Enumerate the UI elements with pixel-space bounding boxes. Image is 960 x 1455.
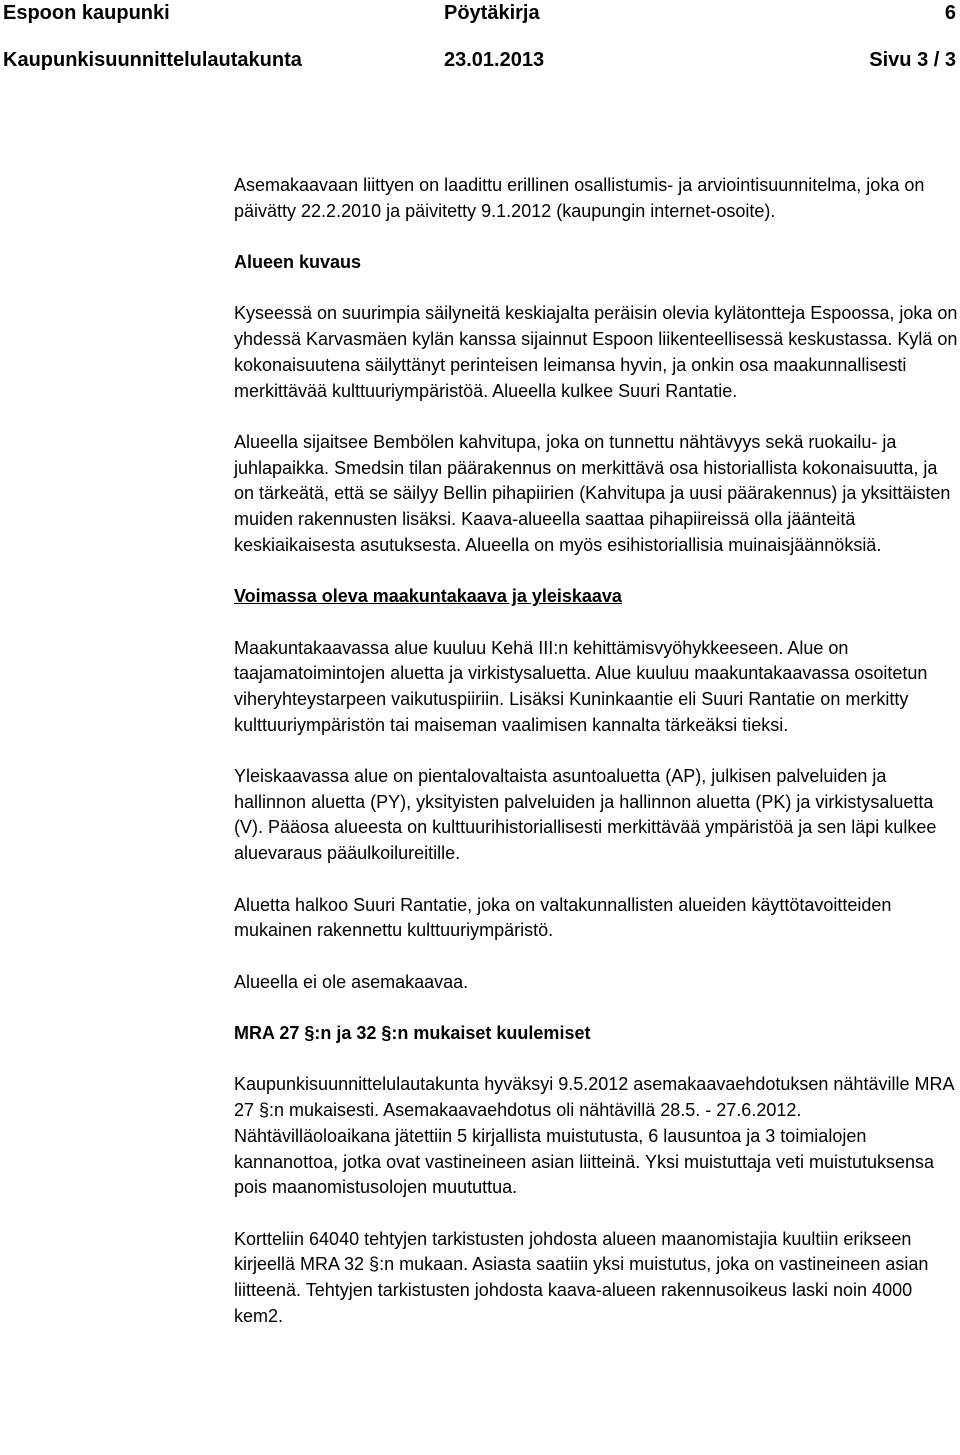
paragraph-plan-proposal: Kaupunkisuunnittelulautakunta hyväksyi 9.5.2012 asemakaavaehdotuksen nähtäville MRA 27 §:n mukaisesti. Asemakaavaehdotus oli nähtävillä 28.5. - 27.6.2012. Nähtävilläoloaikana jätettiin 5 kirjallista muistutusta, 6 lausuntoa ja 3 toimialojen kannanottoa, jotka ovat vastineineen asian liitteinä. Yksi muistuttaja veti muistutuksensa pois maanomistusolojen muututtua.: [234, 1074, 954, 1198]
paragraph-regional-plan: Maakuntakaavassa alue kuuluu Kehä III:n kehittämisvyöhykkeeseen. Alue on taajamatoimintojen aluetta ja virkistysaluetta. Alue kuuluu maakuntakaavassa osoitetun viheryhteystarpeen vaikutuspiiriin. Lisäksi Kuninkaantie eli Suuri Rantatie on merkitty kulttuuriympäristön tai maiseman vaalimisen kannalta tärkeäksi tieksi.: [234, 637, 928, 735]
heading-area-description: Alueen kuvaus: [234, 252, 362, 273]
paragraph-no-detailed-plan: Alueella ei ole asemakaavaa.: [234, 971, 469, 992]
paragraph-master-plan: Yleiskaavassa alue on pientalovaltaista asuntoaluetta (AP), julkisen palveluiden ja hallinnon aluetta (PY), yksityisten palveluiden ja hallinnon aluetta (PK) ja virkistysaluetta (V). Pääosa alueesta on kulttuurihistoriallisesti merkittävää ympäristöä ja sen läpi kulkee aluevaraus pääulkoilureitille.: [234, 766, 937, 864]
document-type: Pöytäkirja: [444, 2, 540, 24]
paragraph-bemboele-cafe: Alueella sijaitsee Bembölen kahvitupa, joka on tunnettu nähtävyys sekä ruokailu- ja juhlapaikka. Smedsin tilan päärakennus on merkittävä osa historiallista kokonaisuutta, ja on tärkeätä, että se säilyy Bellin pihapiirien (Kahvitupa ja uusi päärakennus) ja yksittäisten muiden rakennusten lisäksi. Kaava-alueella saattaa pihapiireissä olla jäänteitä keskiaikaisesta asutuksesta. Alueella on myös esihistoriallisia muinaisjäännöksiä.: [234, 431, 951, 555]
page-header: [0, 0, 960, 76]
paragraph-block-revisions: Kortteliin 64040 tehtyjen tarkistusten johdosta alueen maanomistajia kuultiin erikseen kirjeellä MRA 32 §:n mukaan. Asiasta saatiin yksi muistutus, joka on vastineineen asian liitteenä. Tehtyjen tarkistusten johdosta kaava-alueen rakennusoikeus laski noin 4000 kem2.: [234, 1228, 929, 1326]
org-name: Espoon kaupunki: [3, 2, 170, 24]
paragraph-suuri-rantatie: Aluetta halkoo Suuri Rantatie, joka on valtakunnallisten alueiden käyttötavoitteiden mukainen rakennettu kulttuuriympäristö.: [234, 894, 892, 941]
paragraph-participation-plan: Asemakaavaan liittyen on laadittu erillinen osallistumis- ja arviointisuunnitelma, joka on päivätty 22.2.2010 ja päivitetty 9.1.2012 (kaupungin internet-osoite).: [234, 175, 925, 221]
heading-mra-hearings: MRA 27 §:n ja 32 §:n mukaiset kuulemiset: [234, 1023, 591, 1044]
paragraph-village-description: Kyseessä on suurimpia säilyneitä keskiajalta peräisin olevia kylätontteja Espoossa, joka on yhdessä Karvasmäen kylän kanssa sijainnut Espoon liikenteellisessä keskustassa. Kylä on kokonaisuutena säilyttänyt perinteisen leimansa hyvin, ja onkin osa maakunnallisesti merkittävää kulttuuriympäristöä. Alueella kulkee Suuri Rantatie.: [234, 303, 958, 401]
committee-name: Kaupunkisuunnittelulautakunta: [3, 49, 302, 71]
page-number: Sivu 3 / 3: [869, 49, 956, 71]
heading-current-plans: Voimassa oleva maakuntakaava ja yleiskaava: [234, 586, 622, 607]
document-body: [234, 173, 958, 1355]
section-number: 6: [944, 2, 956, 24]
meeting-date: 23.01.2013: [444, 49, 545, 71]
